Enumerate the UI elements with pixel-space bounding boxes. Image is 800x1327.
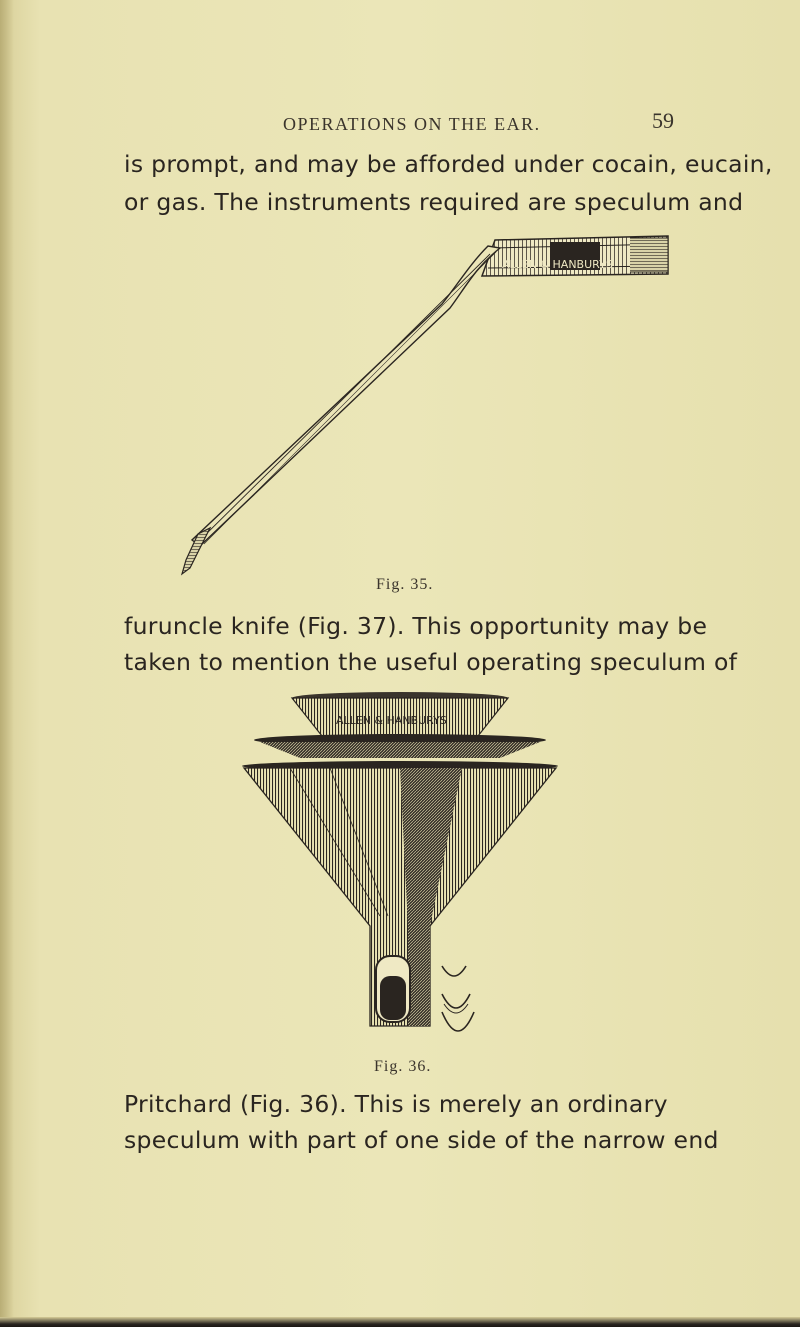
speculum-inscription: ALLEN & HANBURYS: [336, 714, 447, 727]
paragraph-1-line-2: or gas. The instruments required are speculum and: [124, 188, 744, 216]
speculum-top-ring: [292, 692, 508, 736]
knife-blade: [182, 528, 210, 574]
handle-inscription: ALLEN & HANBURYS: [502, 258, 613, 271]
page-number: 59: [652, 108, 674, 133]
speculum-end-views: [442, 966, 474, 1031]
paragraph-3-line-2: speculum with part of one side of the narrow end: [124, 1126, 719, 1154]
paragraph-3-line-1: Pritchard (Fig. 36). This is merely an ordinary: [124, 1090, 668, 1118]
speculum-narrow-end: [376, 956, 410, 1022]
page-spine-shadow: [0, 0, 14, 1327]
figure-36-operating-speculum: [230, 686, 570, 1056]
figure-35-furuncle-knife: [170, 228, 710, 578]
running-head: [0, 108, 800, 144]
knife-handle: [482, 236, 668, 276]
paragraph-2-line-2: taken to mention the useful operating speculum of: [124, 648, 738, 676]
figure-35-caption: Fig. 35.: [376, 576, 434, 593]
paragraph-2-line-1: furuncle knife (Fig. 37). This opportunity may be: [124, 612, 708, 640]
paragraph-1-line-1: is prompt, and may be afforded under cocain, eucain,: [124, 150, 773, 178]
page-bottom-edge: [0, 1317, 800, 1327]
knife-shaft: [192, 246, 500, 546]
figure-36-caption: Fig. 36.: [374, 1058, 432, 1075]
running-head-title: OPERATIONS ON THE EAR.: [283, 114, 541, 134]
speculum-middle-rim: [254, 734, 546, 758]
